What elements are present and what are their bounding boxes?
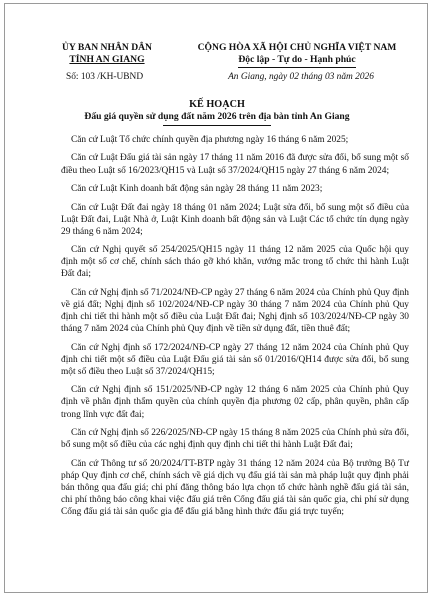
- nation-name: CỘNG HÒA XÃ HỘI CHỦ NGHĨA VIỆT NAM: [197, 42, 397, 53]
- document-body: [61, 134, 409, 524]
- legal-basis-paragraph: Căn cứ Nghị định số 172/2024/NĐ-CP ngày 27 tháng 12 năm 2024 của Chính phủ Quy định chi tiết một số điều của Luật Đấu giá tài sản số 01/2016/QH14 được sửa đổi, bổ sung một số điều theo Luật số 37/2024/QH15;: [61, 342, 409, 377]
- document-title: KẾ HOẠCH: [189, 99, 245, 110]
- legal-basis-paragraph: Căn cứ Nghị định số 71/2024/NĐ-CP ngày 27 tháng 6 năm 2024 của Chính phủ Quy định về giá đất; Nghị định số 102/2024/NĐ-CP ngày 30 tháng 7 năm 2024 của Chính phủ Quy định chi tiết thi hành một số điều của Luật Đất đai; Nghị định số 103/2024/NĐ-CP ngày 30 tháng 7 năm 2024 của Chính phủ Quy định về tiền sử dụng đất, tiền thuê đất;: [61, 287, 409, 335]
- national-motto: Độc lập - Tự do - Hạnh phúc: [238, 54, 355, 68]
- legal-basis-paragraph: Căn cứ Luật Tổ chức chính quyền địa phương ngày 16 tháng 6 năm 2025;: [71, 135, 349, 145]
- legal-basis-paragraph: Căn cứ Luật Đất đai ngày 18 tháng 01 năm 2024; Luật sửa đổi, bổ sung một số điều của Luật Đất đai, Luật Nhà ở, Luật Kinh doanh bất động sản và Luật Các tổ chức tín dụng ngày 29 tháng 6 năm 2024;: [61, 202, 409, 237]
- legal-basis-paragraph: Căn cứ Luật Đấu giá tài sản ngày 17 tháng 11 năm 2016 đã được sửa đổi, bổ sung một số điều theo Luật số 16/2023/QH15 và Luật số 37/2024/QH15 ngày 27 tháng 6 năm 2024;: [61, 153, 409, 176]
- document-page: [4, 3, 428, 593]
- legal-basis-paragraph: Căn cứ Nghị quyết số 254/2025/QH15 ngày 11 tháng 12 năm 2025 của Quốc hội quy định một số cơ chế, chính sách tháo gỡ khó khăn, vướng mắc trong tổ chức thi hành Luật Đất đai;: [61, 245, 409, 280]
- agency-line-2: TỈNH AN GIANG: [69, 54, 145, 65]
- issue-date: An Giang, ngày 02 tháng 03 năm 2026: [228, 72, 374, 82]
- issuing-agency: [27, 42, 187, 66]
- national-header: [187, 42, 407, 68]
- legal-basis-paragraph: Căn cứ Luật Kinh doanh bất động sản ngày 28 tháng 11 năm 2023;: [71, 184, 323, 195]
- legal-basis-paragraph: Căn cứ Nghị định số 151/2025/NĐ-CP ngày 12 tháng 6 năm 2025 của Chính phủ Quy định về phân định thẩm quyền của chính quyền địa phương 02 cấp, phân quyền, phân cấp trong lĩnh vực đất đai;: [61, 385, 409, 420]
- agency-line-1: ỦY BAN NHÂN DÂN: [62, 42, 152, 53]
- legal-basis-paragraph: Căn cứ Thông tư số 20/2024/TT-BTP ngày 31 tháng 12 năm 2024 của Bộ trưởng Bộ Tư pháp Quy định cơ chế, chính sách về giá dịch vụ đấu giá tài sản mà pháp luật quy định phải bán thông qua đấu giá; chi phí đăng thông báo lựa chọn tổ chức hành nghề đấu giá tài sản, chi phí thông báo công khai việc đấu giá trên Cổng đấu giá tài sản quốc gia, chi phí sử dụng Cổng đấu giá tài sản quốc gia để đấu giá bằng hình thức đấu giá trực tuyến;: [61, 458, 409, 517]
- legal-basis-paragraph: Căn cứ Nghị định số 226/2025/NĐ-CP ngày 15 tháng 8 năm 2025 của Chính phủ sửa đổi, bổ sung một số điều của các nghị định quy định chi tiết thi hành Luật Đất đai;: [61, 428, 409, 451]
- title-divider: [163, 125, 271, 126]
- document-number: Số: 103 /KH-UBND: [66, 72, 144, 82]
- document-subtitle: Đấu giá quyền sử dụng đất năm 2026 trên địa bàn tỉnh An Giang: [84, 111, 350, 122]
